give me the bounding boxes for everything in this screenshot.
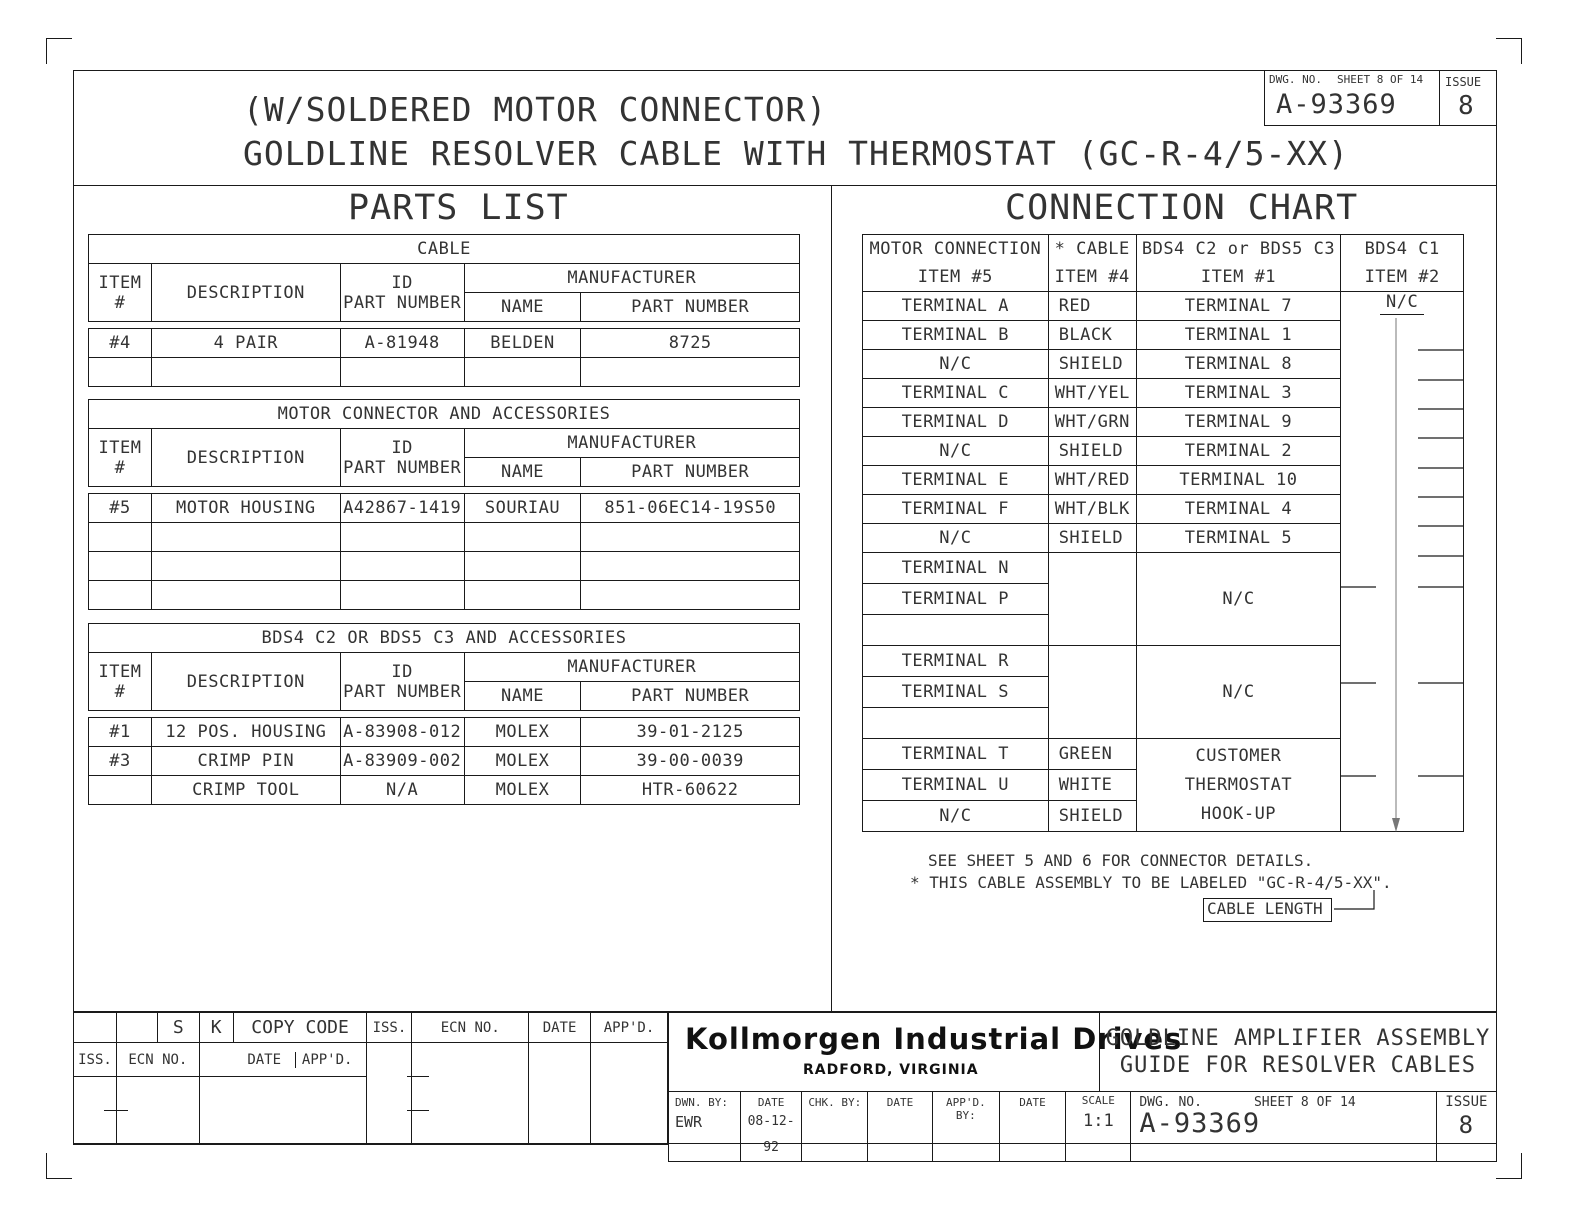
doc-title-line-1: GOLDLINE AMPLIFIER ASSEMBLY	[1105, 1026, 1491, 1051]
mfr-part-header: PART NUMBER	[581, 458, 800, 487]
table-row: #1 12 POS. HOUSING A-83908-012 MOLEX 39-01-2125	[89, 718, 800, 747]
section-title: CABLE	[89, 235, 800, 264]
cable-length-label: CABLE LENGTH	[1207, 899, 1323, 918]
chart-row: TERMINAL T GREEN CUSTOMER THERMOSTAT HOOK-UP	[863, 739, 1464, 770]
scale-cell: SCALE 1:1	[1066, 1092, 1131, 1162]
appd-by-cell: APP'D. BY:	[932, 1092, 999, 1162]
cable-length-leader-icon	[1330, 888, 1380, 912]
chart-header: MOTOR CONNECTION * CABLE BDS4 C2 or BDS5 C3 BDS4 C1	[863, 235, 1464, 264]
dwg-no-cell: DWG. NO. SHEET 8 OF 14 A-93369	[1131, 1092, 1436, 1162]
chart-row: TERMINAL F WHT/BLK TERMINAL 4	[863, 495, 1464, 524]
mfr-part-header: PART NUMBER	[581, 293, 800, 322]
parts-table-cable	[88, 234, 800, 387]
chart-row: TERMINAL N N/C	[863, 553, 1464, 584]
table-row	[89, 523, 800, 552]
company-location: RADFORD, VIRGINIA	[803, 1062, 979, 1078]
mfr-part-header: PART NUMBER	[581, 682, 800, 711]
parts-table-motor-connector	[88, 399, 800, 610]
chart-row: N/C SHIELD TERMINAL 2	[863, 437, 1464, 466]
chart-row: TERMINAL P	[863, 584, 1464, 615]
appd-date-cell: DATE	[999, 1092, 1066, 1162]
thermostat-note: CUSTOMER THERMOSTAT HOOK-UP	[1136, 739, 1341, 832]
id-header: ID PART NUMBER	[340, 264, 464, 322]
chart-row: TERMINAL S	[863, 677, 1464, 708]
header-dwg-no: A-93369	[1276, 89, 1397, 120]
dwn-by-cell: DWN. BY: EWR	[669, 1092, 741, 1162]
chart-row: TERMINAL U WHITE	[863, 770, 1464, 801]
id-header: ID PART NUMBER	[340, 653, 464, 711]
id-header: ID PART NUMBER	[340, 429, 464, 487]
note-label: * THIS CABLE ASSEMBLY TO BE LABELED "GC-R-4/5-XX".	[910, 873, 1392, 892]
header-dwg-label: DWG. NO.	[1269, 73, 1322, 86]
chart-header: ITEM #5 ITEM #4 ITEM #1 ITEM #2	[863, 263, 1464, 292]
chart-row: TERMINAL D WHT/GRN TERMINAL 9	[863, 408, 1464, 437]
description-header: DESCRIPTION	[151, 653, 340, 711]
doc-title-line-2: GUIDE FOR RESOLVER CABLES	[1119, 1053, 1477, 1078]
header-sheet: SHEET 8 OF 14	[1337, 73, 1424, 86]
table-row	[89, 581, 800, 610]
item-header: ITEM #	[89, 653, 152, 711]
doc-title-block	[1099, 1012, 1497, 1092]
chart-row: N/C SHIELD	[863, 801, 1464, 832]
header-issue: 8	[1458, 91, 1475, 121]
description-header: DESCRIPTION	[151, 429, 340, 487]
issue-cell: ISSUE 8	[1436, 1092, 1496, 1162]
table-row: #5 MOTOR HOUSING A42867-1419 SOURIAU 851-06EC14-19S50	[89, 494, 800, 523]
c1-column: N/C	[1341, 292, 1464, 832]
section-title: MOTOR CONNECTOR AND ACCESSORIES	[89, 400, 800, 429]
connection-chart-title: CONNECTION CHART	[1005, 188, 1359, 228]
note-sheet-ref: SEE SHEET 5 AND 6 FOR CONNECTOR DETAILS.	[928, 851, 1314, 870]
name-header: NAME	[464, 458, 581, 487]
table-row	[89, 552, 800, 581]
item-header: ITEM #	[89, 264, 152, 322]
chart-row: TERMINAL R N/C	[863, 646, 1464, 677]
name-header: NAME	[464, 682, 581, 711]
chart-row: TERMINAL B BLACK TERMINAL 1	[863, 321, 1464, 350]
chart-row: TERMINAL E WHT/RED TERMINAL 10	[863, 466, 1464, 495]
title-line-2: GOLDLINE RESOLVER CABLE WITH THERMOSTAT (GC-R-4/5-XX)	[243, 134, 1349, 173]
name-header: NAME	[464, 293, 581, 322]
revision-block: S K COPY CODE ISS. ECN NO. DATE APP'D. ISS. ECN NO. DATE APP'D.	[73, 1012, 668, 1145]
header-issue-label: ISSUE	[1445, 75, 1482, 89]
signature-row	[668, 1091, 1497, 1162]
item-header: ITEM #	[89, 429, 152, 487]
manufacturer-header: MANUFACTURER	[464, 429, 799, 458]
table-row: CRIMP TOOL N/A MOLEX HTR-60622	[89, 776, 800, 805]
c1-arrow-icon	[1340, 310, 1464, 835]
table-row: #4 4 PAIR A-81948 BELDEN 8725	[89, 329, 800, 358]
manufacturer-header: MANUFACTURER	[464, 653, 799, 682]
parts-table-bds	[88, 623, 800, 805]
date-cell: DATE 08-12-92	[740, 1092, 801, 1162]
chart-row: N/C SHIELD TERMINAL 8	[863, 350, 1464, 379]
chk-date-cell: DATE	[868, 1092, 933, 1162]
table-row: #3 CRIMP PIN A-83909-002 MOLEX 39-00-0039	[89, 747, 800, 776]
chk-by-cell: CHK. BY:	[802, 1092, 868, 1162]
section-title: BDS4 C2 OR BDS5 C3 AND ACCESSORIES	[89, 624, 800, 653]
company-name: Kollmorgen Industrial Drives	[685, 1022, 1183, 1056]
chart-row: N/C SHIELD TERMINAL 5	[863, 524, 1464, 553]
parts-list-title: PARTS LIST	[348, 188, 569, 228]
title-line-1: (W/SOLDERED MOTOR CONNECTOR)	[243, 90, 828, 129]
manufacturer-header: MANUFACTURER	[464, 264, 799, 293]
table-row	[89, 358, 800, 387]
chart-row: TERMINAL A RED TERMINAL 7 N/C	[863, 292, 1464, 321]
description-header: DESCRIPTION	[151, 264, 340, 322]
chart-row: TERMINAL C WHT/YEL TERMINAL 3	[863, 379, 1464, 408]
